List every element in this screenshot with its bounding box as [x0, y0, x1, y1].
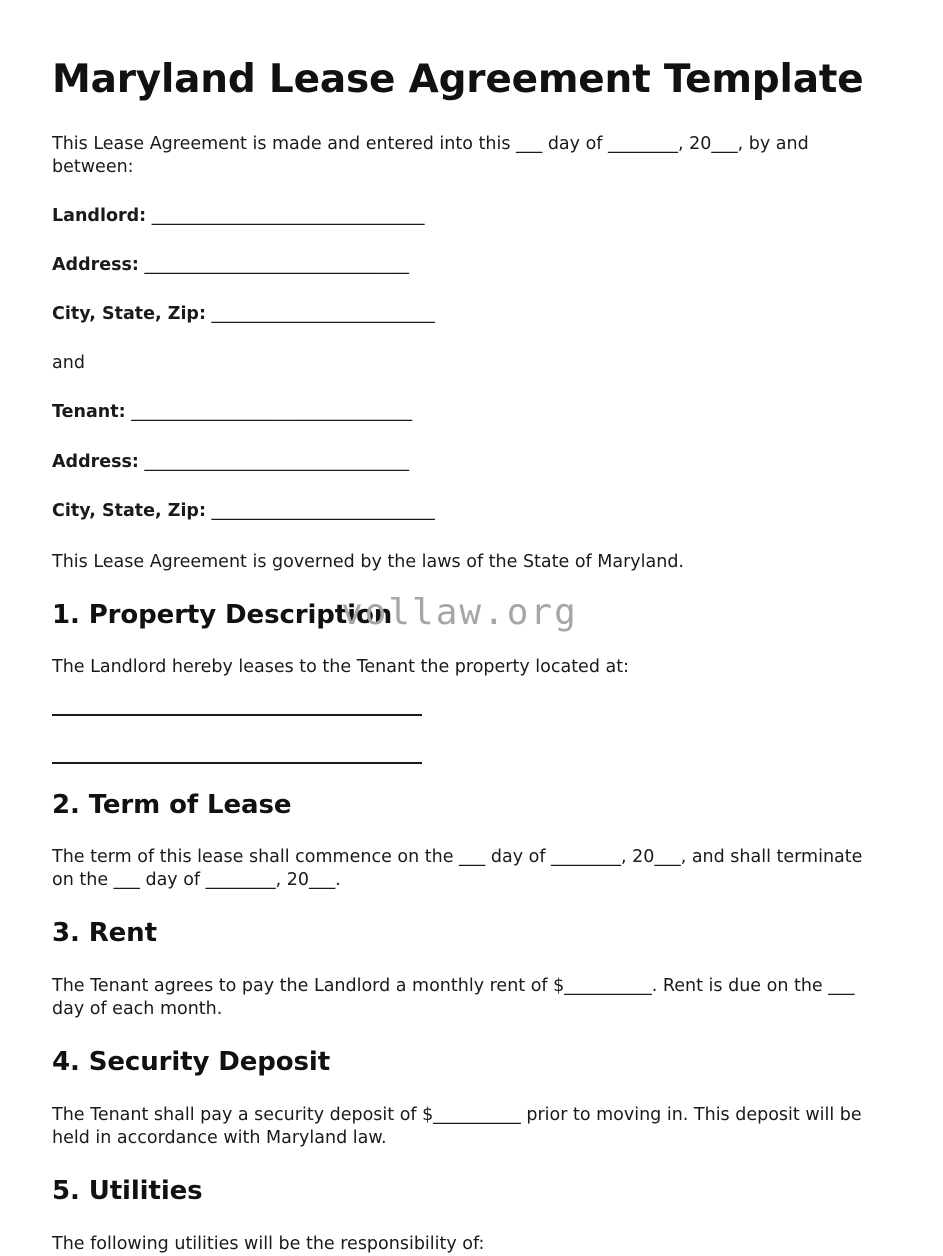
section-body-utilities: The following utilities will be the responsibility of:	[52, 1233, 485, 1254]
section-heading-security-deposit: 4. Security Deposit	[52, 1047, 331, 1078]
section-heading-property-description: 1. Property Description	[52, 599, 393, 630]
section-body-security-deposit: The Tenant shall pay a security deposit of $__________ prior to moving in. This deposit will be held in accordance with Maryland law.	[52, 1104, 862, 1149]
tenant-address-blank[interactable]: ________________________________	[144, 451, 409, 472]
landlord-name-field	[52, 179, 891, 228]
landlord-city-state-zip-field	[52, 277, 891, 326]
landlord-city-state-zip-blank[interactable]: ___________________________	[211, 304, 435, 325]
tenant-city-state-zip-field	[52, 474, 891, 523]
tenant-name-label: Tenant:	[52, 402, 126, 423]
property-address-blank-line-1[interactable]	[52, 714, 422, 716]
tenant-address-field	[52, 425, 891, 474]
page-title: Maryland Lease Agreement Template	[52, 57, 864, 102]
tenant-name-blank[interactable]: __________________________________	[131, 402, 412, 423]
section-heading-rent: 3. Rent	[52, 918, 157, 949]
section-heading-term-of-lease: 2. Term of Lease	[52, 789, 292, 820]
intro-paragraph: This Lease Agreement is made and entered into this ___ day of ________, 20___, by and between:	[52, 133, 809, 177]
site-watermark: vollaw.org	[341, 592, 578, 633]
landlord-address-blank[interactable]: ________________________________	[144, 255, 409, 276]
section-body-rent: The Tenant agrees to pay the Landlord a monthly rent of $__________. Rent is due on the ___ day of each month.	[52, 976, 855, 1020]
landlord-name-label: Landlord:	[52, 206, 147, 227]
landlord-address-label: Address:	[52, 255, 139, 276]
tenant-city-state-zip-blank[interactable]: ___________________________	[211, 500, 435, 521]
landlord-address-field	[52, 228, 891, 277]
section-body-property-description: The Landlord hereby leases to the Tenant the property located at:	[52, 657, 629, 678]
section-heading-utilities: 5. Utilities	[52, 1176, 203, 1207]
landlord-city-state-zip-label: City, State, Zip:	[52, 304, 206, 325]
conjunction-and: and	[52, 353, 85, 374]
tenant-name-field	[52, 375, 891, 424]
section-body-term-of-lease: The term of this lease shall commence on the ___ day of ________, 20___, and shall terminate on the ___ day of ________, 20___.	[52, 847, 863, 891]
tenant-city-state-zip-label: City, State, Zip:	[52, 500, 206, 521]
tenant-address-label: Address:	[52, 451, 139, 472]
governing-law-paragraph: This Lease Agreement is governed by the laws of the State of Maryland.	[52, 551, 684, 572]
landlord-name-blank[interactable]: _________________________________	[151, 206, 424, 227]
